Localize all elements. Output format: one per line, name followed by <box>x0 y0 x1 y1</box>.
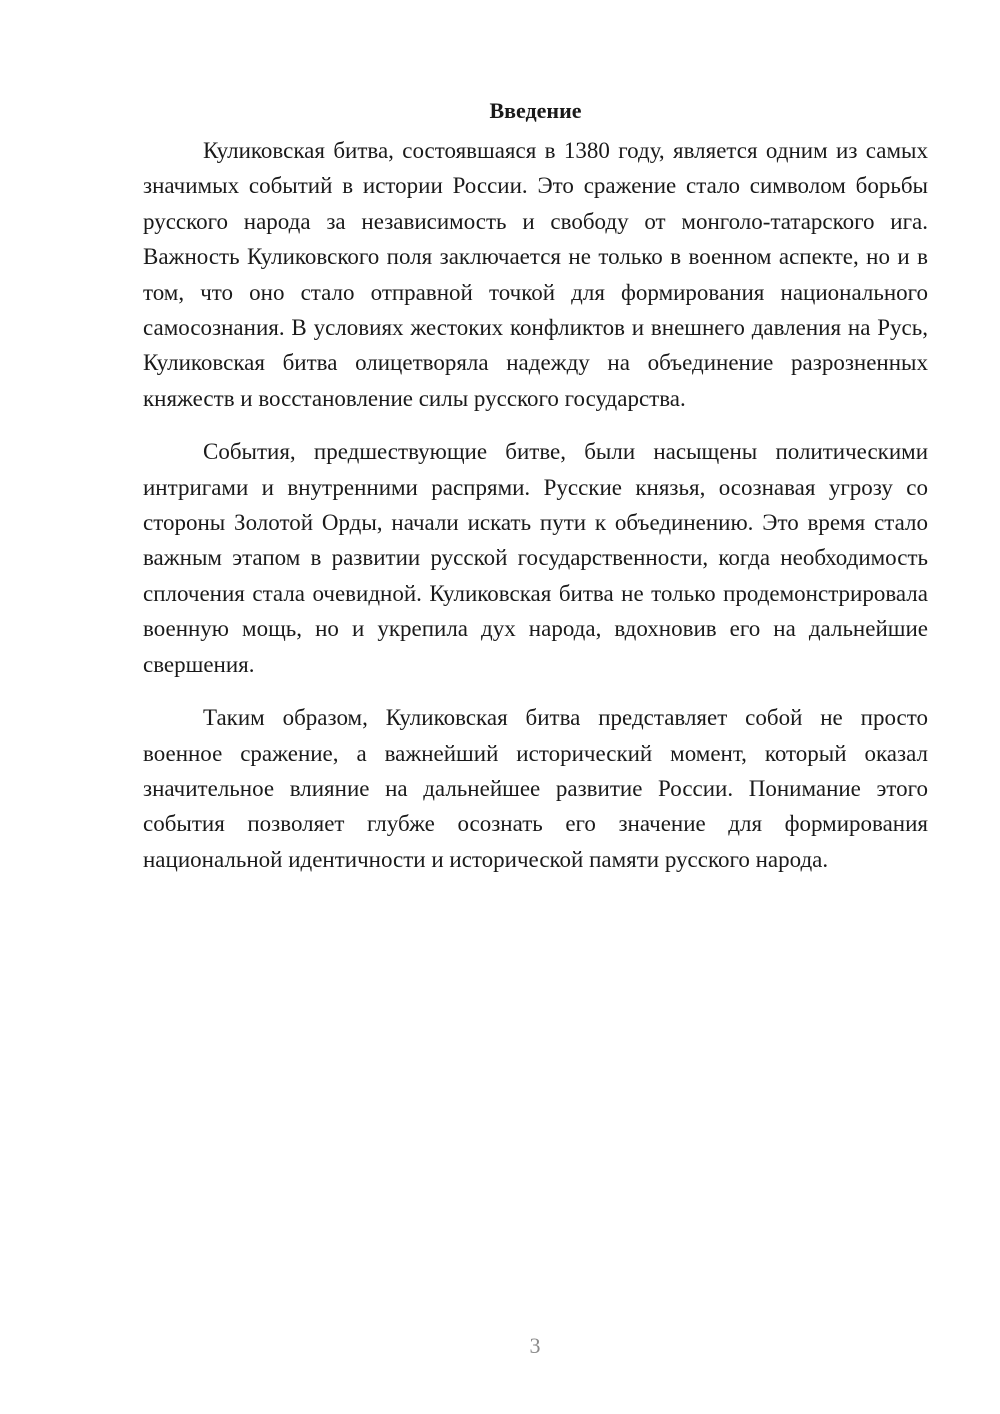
paragraph-3: Таким образом, Куликовская битва представляет собой не просто военное сражение, а важнейший исторический момент, который оказал значительное влияние на дальнейшее развитие России. Понимание этого события позволяет глубже осознать его значение для формирования национальной идентичности и исторической памяти русского народа. <box>143 705 928 872</box>
paragraph-1: Куликовская битва, состоявшаяся в 1380 году, является одним из самых значимых событий в истории России. Это сражение стало символом борьбы русского народа за независимость и свободу от монголо-татарского ига. Важность Куликовского поля заключается не только в военном аспекте, но и в том, что оно стало отправной точкой для формирования национального самосознания. В условиях жестоких конфликтов и внешнего давления на Русь, Куликовская битва олицетворяла надежду на объединение разрозненных княжеств и восстановление силы русского государства. <box>143 138 928 411</box>
section-title: Введение <box>489 98 582 123</box>
page-content <box>143 93 928 895</box>
page-number: 3 <box>529 1333 541 1358</box>
paragraph-2: События, предшествующие битве, были насыщены политическими интригами и внутренними распрями. Русские князья, осознавая угрозу со стороны Золотой Орды, начали искать пути к объединению. Это время стало важным этапом в развитии русской государственности, когда необходимость сплочения стала очевидной. Куликовская битва не только продемонстрировала военную мощь, но и укрепила дух народа, вдохновив его на дальнейшие свершения. <box>143 439 928 677</box>
